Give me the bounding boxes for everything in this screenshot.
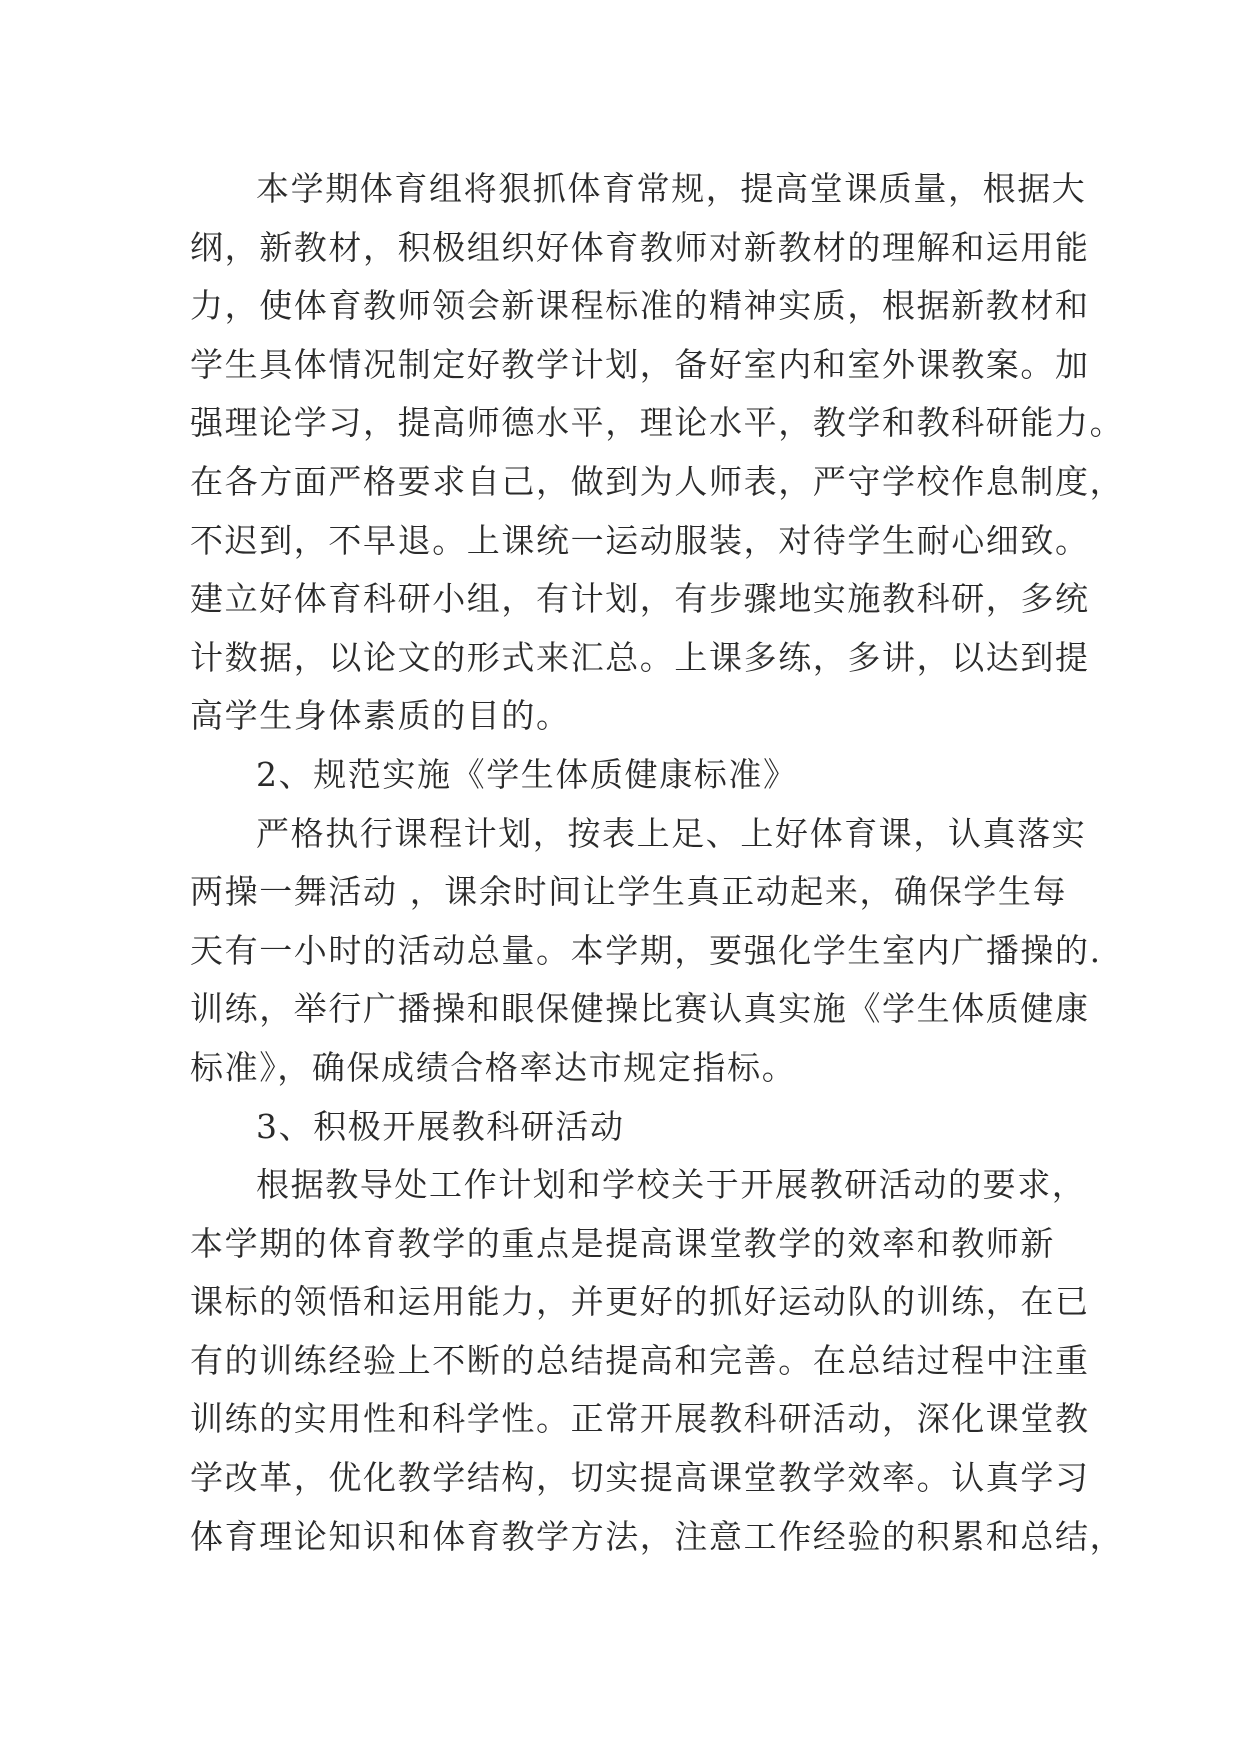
text-line: 标准》，确保成绩合格率达市规定指标。 xyxy=(190,1047,797,1087)
document-body xyxy=(190,160,1125,1566)
text-line: 课标的领悟和运用能力，并更好的抓好运动队的训练，在已 xyxy=(190,1282,1090,1322)
text-line: 训练的实用性和科学性。正常开展教科研活动，深化课堂教 xyxy=(190,1399,1090,1439)
text-line: 严格执行课程计划，按表上足、上好体育课，认真落实 xyxy=(256,813,1087,853)
text-line: 天有一小时的活动总量。本学期，要强化学生室内广播操的. xyxy=(190,930,1102,970)
text-line: 两操一舞活动 ，课余时间让学生真正动起来，确保学生每 xyxy=(190,872,1068,912)
text-line: 体育理论知识和体育教学方法，注意工作经验的积累和总结， xyxy=(190,1516,1125,1556)
section-heading: 3、积极开展教科研活动 xyxy=(256,1106,625,1146)
text-line: 计数据，以论文的形式来汇总。上课多练，多讲，以达到提 xyxy=(190,637,1090,677)
text-line: 不迟到，不早退。上课统一运动服装，对待学生耐心细致。 xyxy=(190,520,1090,560)
text-line: 根据教导处工作计划和学校关于开展教研活动的要求， xyxy=(256,1165,1087,1205)
text-line: 在各方面严格要求自己，做到为人师表，严守学校作息制度， xyxy=(190,461,1125,501)
text-line: 训练，举行广播操和眼保健操比赛认真实施《学生体质健康 xyxy=(190,989,1090,1029)
text-line: 本学期的体育教学的重点是提高课堂教学的效率和教师新 xyxy=(190,1223,1055,1263)
text-line: 有的训练经验上不断的总结提高和完善。在总结过程中注重 xyxy=(190,1340,1090,1380)
text-line: 强理论学习，提高师德水平，理论水平，教学和教科研能力。 xyxy=(190,403,1125,443)
text-line: 建立好体育科研小组，有计划，有步骤地实施教科研，多统 xyxy=(190,579,1090,619)
text-line: 纲，新教材，积极组织好体育教师对新教材的理解和运用能 xyxy=(190,227,1090,267)
text-line: 力，使体育教师领会新课程标准的精神实质，根据新教材和 xyxy=(190,286,1090,326)
text-line: 学改革，优化教学结构，切实提高课堂教学效率。认真学习 xyxy=(190,1458,1090,1498)
text-line: 高学生身体素质的目的。 xyxy=(190,696,571,736)
text-line: 学生具体情况制定好教学计划，备好室内和室外课教案。加 xyxy=(190,344,1090,384)
section-heading: 2、规范实施《学生体质健康标准》 xyxy=(256,754,798,794)
text-line: 本学期体育组将狠抓体育常规，提高堂课质量，根据大 xyxy=(256,169,1087,208)
